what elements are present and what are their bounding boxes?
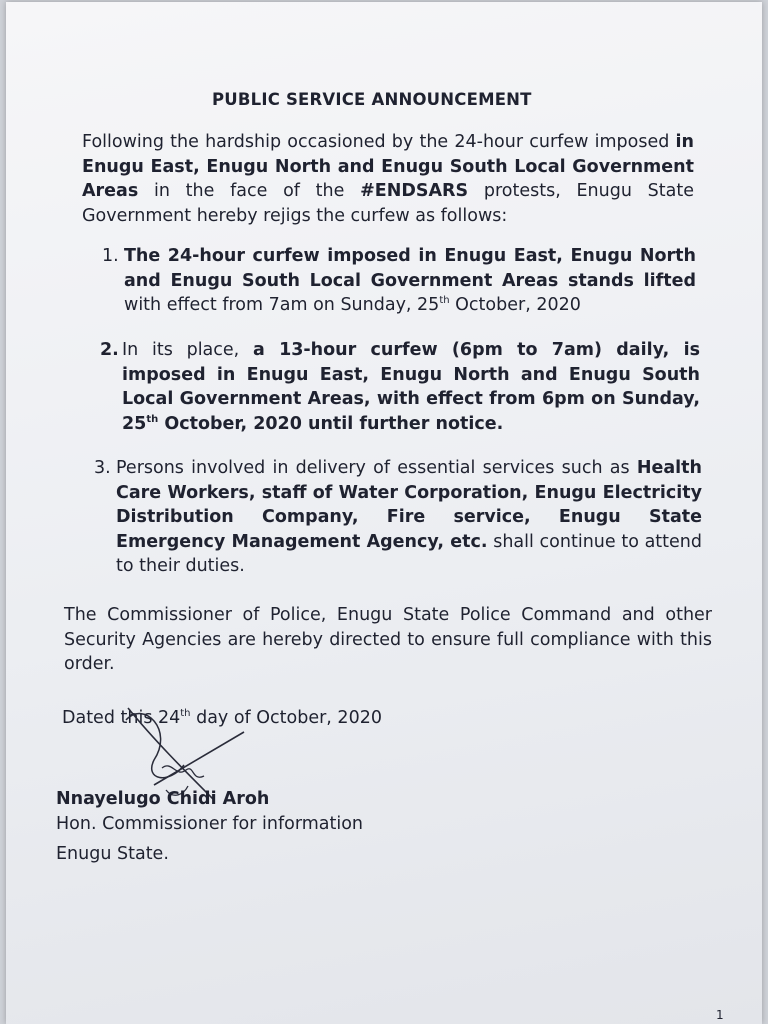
dated-suffix: day of October, 2020 xyxy=(190,708,382,728)
item-2-sup: th xyxy=(146,413,159,425)
item-3-text-2: shall continue to attend to their duties. xyxy=(116,531,702,576)
document-title: PUBLIC SERVICE ANNOUNCEMENT xyxy=(212,90,532,109)
page-number: 1 xyxy=(716,1008,724,1022)
intro-bold-hashtag: #ENDSARS xyxy=(360,181,469,201)
item-1-bold: The 24-hour curfew imposed in Enugu East, Enugu North and Enugu South Local Government Areas stands lifted xyxy=(124,246,696,291)
item-2-text: In its place, xyxy=(122,340,253,360)
item-1-text-2: October, 2020 xyxy=(449,295,581,315)
closing-paragraph: The Commissioner of Police, Enugu State Police Command and other Security Agencies are hereby directed to ensure full compliance with this order. xyxy=(64,605,712,674)
item-1-text: with effect from 7am on Sunday, 25 xyxy=(124,295,440,315)
item-3-text: Persons involved in delivery of essential services such as xyxy=(116,458,637,478)
intro-text-3: protests, Enugu State Government hereby rejigs the curfew as follows: xyxy=(82,181,694,226)
dated-sup: th xyxy=(180,708,191,720)
intro-text-2: in the face of the xyxy=(138,181,361,201)
list-item-3 xyxy=(94,456,702,579)
dated-prefix: Dated this 24 xyxy=(62,708,181,728)
signatory-state: Enugu State. xyxy=(56,844,169,864)
item-3-bold: Health Care Workers, staff of Water Corporation, Enugu Electricity Distribution Company, Fire service, Enugu State Emergency Management Agency, etc. xyxy=(116,458,702,552)
list-item-1 xyxy=(102,244,696,318)
item-1-sup: th xyxy=(439,295,450,307)
signatory-name: Nnayelugo Chidi Aroh xyxy=(56,789,270,809)
signatory-role: Hon. Commissioner for information xyxy=(56,814,364,834)
list-number: 2. xyxy=(100,340,119,360)
list-number: 1. xyxy=(102,246,119,266)
document-page xyxy=(6,2,762,1024)
intro-paragraph xyxy=(82,130,694,228)
list-item-2 xyxy=(100,338,700,436)
item-2-bold: a 13-hour curfew (6pm to 7am) daily, is imposed in Enugu East, Enugu North and Enugu South Local Government Areas, with effect from 6pm on Sunday, 25 xyxy=(122,340,700,434)
intro-text-1: Following the hardship occasioned by the 24-hour curfew imposed xyxy=(82,132,676,152)
intro-bold-1: in Enugu East, Enugu North and Enugu South Local Government Areas xyxy=(82,132,694,201)
item-2-bold-2: October, 2020 until further notice. xyxy=(158,413,504,434)
list-number: 3. xyxy=(94,458,111,478)
